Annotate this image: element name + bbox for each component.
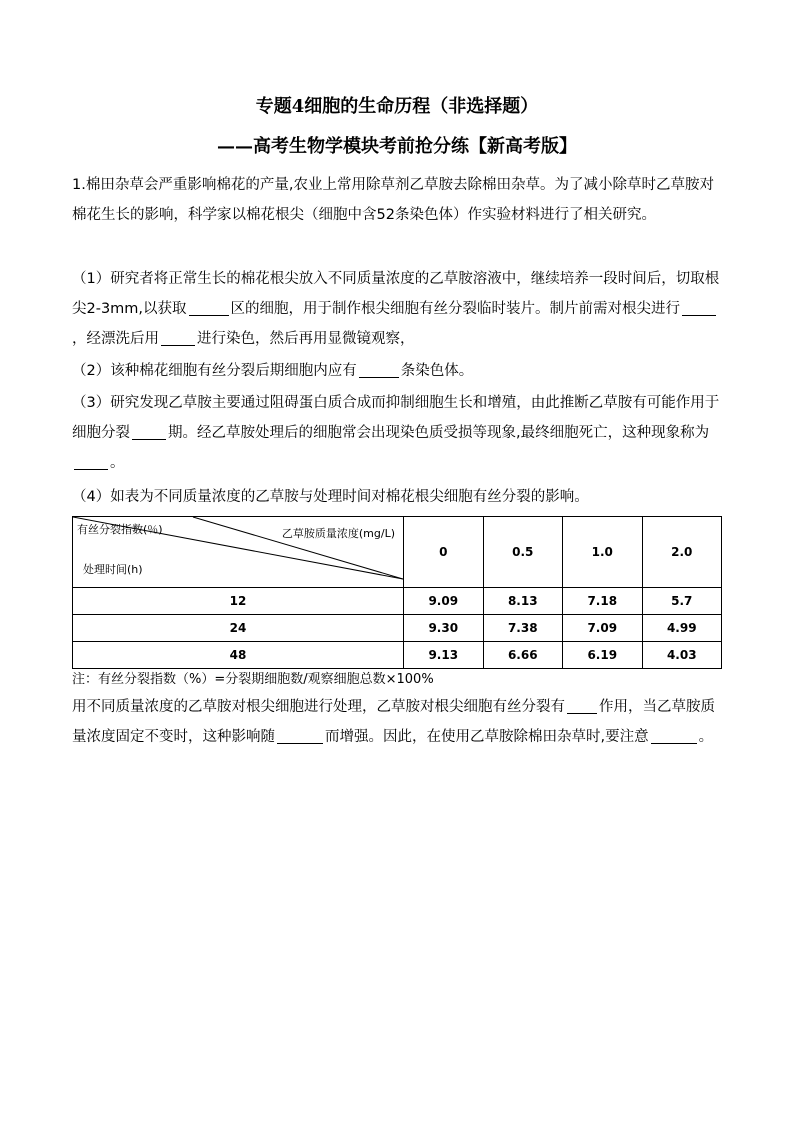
column-header: 0.5 — [483, 517, 563, 588]
page-subtitle: ——高考生物学模块考前抢分练【新高考版】 — [217, 136, 577, 157]
part5-text-c: 而增强。因此，在使用乙草胺除棉田杂草时,要注意 — [325, 729, 649, 745]
corner-label-concentration: 乙草胺质量浓度(mg/L) — [281, 527, 395, 540]
table-cell: 9.13 — [404, 642, 484, 669]
table-row — [73, 615, 722, 642]
question1-part1 — [72, 264, 722, 354]
answer-blank[interactable] — [74, 453, 108, 470]
question1-part2 — [72, 356, 722, 386]
answer-blank[interactable] — [189, 299, 229, 316]
part2-text-b: 条染色体。 — [400, 363, 474, 379]
corner-label-index: 有丝分裂指数(％) — [77, 523, 163, 536]
table-corner-cell — [73, 517, 404, 588]
table-cell: 5.7 — [642, 588, 722, 615]
answer-blank[interactable] — [682, 299, 716, 316]
part2-text-a: （2）该种棉花细胞有丝分裂后期细胞内应有 — [72, 363, 357, 379]
question1-part4: （4）如表为不同质量浓度的乙草胺与处理时间对棉花根尖细胞有丝分裂的影响。 — [72, 489, 589, 505]
table-cell: 8.13 — [483, 588, 563, 615]
table-row — [73, 642, 722, 669]
part1-text-d: 进行染色，然后再用显微镜观察， — [197, 331, 415, 347]
column-header: 2.0 — [642, 517, 722, 588]
column-header: 0 — [404, 517, 484, 588]
table-cell: 9.30 — [404, 615, 484, 642]
table-cell: 4.03 — [642, 642, 722, 669]
table-cell: 4.99 — [642, 615, 722, 642]
table-cell: 7.18 — [563, 588, 643, 615]
answer-blank[interactable] — [277, 727, 323, 744]
table-header-row — [73, 517, 722, 588]
part3-text-b: 期。经乙草胺处理后的细胞常会出现染色质受损等现象,最终细胞死亡，这种现象称为 — [168, 425, 710, 441]
question1-intro: 1.棉田杂草会严重影响棉花的产量,农业上常用除草剂乙草胺去除棉田杂草。为了减小除草时乙草胺对棉花生长的影响，科学家以棉花根尖（细胞中含52条染色体）作实验材料进行了相关研究。 — [72, 177, 714, 223]
answer-blank[interactable] — [161, 329, 195, 346]
part1-text-a: （1）研究者将正常生长的棉花根尖放入不同质量浓度的乙草胺溶液中，继续培养一段时间后，切取根尖2-3mm,以获取 — [72, 271, 720, 317]
table-note: 注：有丝分裂指数（%）=分裂期细胞数/观察细胞总数×100% — [72, 672, 434, 687]
table-cell: 9.09 — [404, 588, 484, 615]
column-header: 1.0 — [563, 517, 643, 588]
part5-text-d: 。 — [698, 729, 714, 745]
table-cell: 7.09 — [563, 615, 643, 642]
row-time: 12 — [73, 588, 404, 615]
row-time: 48 — [73, 642, 404, 669]
part5-text-a: 用不同质量浓度的乙草胺对根尖细胞进行处理，乙草胺对根尖细胞有丝分裂有 — [72, 699, 565, 715]
answer-blank[interactable] — [567, 697, 597, 714]
part1-text-c: ，经漂洗后用 — [72, 331, 159, 347]
answer-blank[interactable] — [359, 361, 399, 378]
table-row — [73, 588, 722, 615]
part3-text-a: （3）研究发现乙草胺主要通过阻碍蛋白质合成而抑制细胞生长和增殖，由此推断乙草胺有可能作用于细胞分裂 — [72, 395, 720, 441]
page-title: 专题4细胞的生命历程（非选择题） — [255, 96, 539, 117]
corner-label-time: 处理时间(h) — [83, 563, 143, 576]
answer-blank[interactable] — [651, 727, 697, 744]
data-table — [72, 516, 722, 669]
answer-blank[interactable] — [132, 423, 166, 440]
part3-text-c: 。 — [110, 455, 125, 471]
part1-text-b: 区的细胞，用于制作根尖细胞有丝分裂临时装片。制片前需对根尖进行 — [230, 301, 681, 317]
row-time: 24 — [73, 615, 404, 642]
table-cell: 6.66 — [483, 642, 563, 669]
question1-part5 — [72, 692, 722, 752]
question1-part3 — [72, 388, 722, 478]
part5-text-b: 作用，当乙草胺质量浓度固定不变时，这种影响随 — [72, 699, 715, 745]
table-cell: 6.19 — [563, 642, 643, 669]
table-cell: 7.38 — [483, 615, 563, 642]
